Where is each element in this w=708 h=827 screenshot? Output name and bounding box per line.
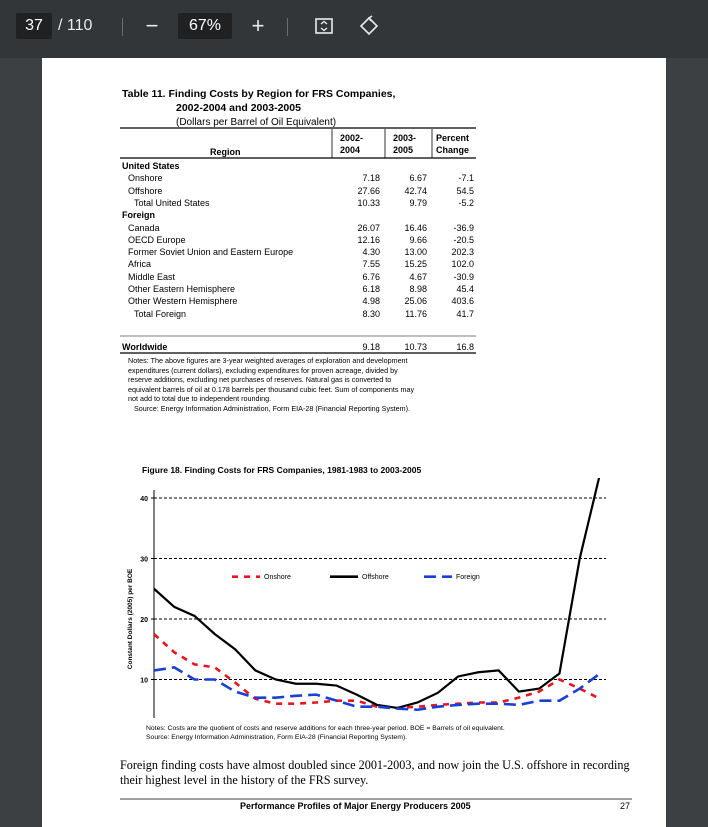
table-cell-a: 7.55: [362, 259, 380, 270]
footer-title: Performance Profiles of Major Energy Producers 2005: [240, 801, 471, 811]
table-cell-b: 42.74: [404, 185, 427, 196]
table-notes: Notes: The above figures are 3-year weighted averages of exploration and development expenditures (current dollars), excluding expenditures for proven acreage, divided by reserve additions, excluding net purchases of reserves. Natural gas is converted to equivalent barrels of oil at 0.178 barrels per thousand cubic feet. Sum of components may not add to total due to independent rounding. Source: Energy Information Administration, Form EIA-28 (Financial Reporting System).: [128, 356, 488, 414]
y-tick-label: 40: [140, 496, 148, 503]
table-cell-a: 6.76: [362, 271, 380, 282]
table-cell-c: -20.5: [453, 234, 474, 245]
table-cell-b: 9.66: [409, 234, 427, 245]
worldwide-percent-change: 16.8: [456, 342, 474, 352]
table-cell-a: 12.16: [357, 234, 380, 245]
viewer-margin-right: [666, 58, 708, 827]
finding-costs-chart: [42, 478, 666, 718]
worldwide-2002-2004: 9.18: [362, 342, 380, 352]
zoom-in-button[interactable]: +: [251, 13, 265, 38]
table-row-label: Former Soviet Union and Eastern Europe: [128, 247, 294, 258]
table-cell-c: -36.9: [453, 222, 474, 233]
figure-title: Figure 18. Finding Costs for FRS Companies, 1981-1983 to 2003-2005: [142, 465, 422, 475]
table-cell-b: 13.00: [404, 247, 427, 258]
table-cell-a: 8.30: [362, 308, 380, 319]
y-axis-label: Constant Dollars (2005) per BOE: [127, 568, 134, 670]
toolbar-divider: [287, 18, 288, 36]
table-row-label: Offshore: [128, 185, 163, 196]
table-cell-c: 202.3: [451, 247, 474, 258]
table-cell-c: 45.4: [456, 284, 474, 294]
page-number-input[interactable]: 37: [16, 13, 52, 39]
table-cell-a: 4.98: [362, 296, 380, 307]
table-cell-c: 102.0: [451, 259, 474, 270]
table-row-label: United States: [122, 161, 180, 171]
table-row-label: OECD Europe: [128, 234, 186, 245]
legend-label-foreign: Foreign: [456, 574, 480, 582]
fit-page-button[interactable]: [312, 13, 336, 39]
col-header-2003-2005: 2003- 2005: [393, 133, 417, 155]
table-cell-b: 4.67: [409, 271, 427, 282]
table-cell-a: 27.66: [357, 185, 380, 196]
table-title-years: 2002-2004 and 2003-2005: [176, 102, 301, 114]
footer-page-number: 27: [620, 801, 631, 811]
table-row-label: Other Western Hemisphere: [128, 296, 238, 307]
table-cell-b: 16.46: [404, 222, 427, 233]
pdf-page: [42, 58, 666, 827]
table-row-label: Canada: [128, 222, 160, 233]
table-row-label: Africa: [128, 259, 152, 270]
pdf-toolbar: [0, 0, 708, 58]
page-total-label: / 110: [58, 17, 93, 34]
table-cell-b: 15.25: [404, 259, 427, 270]
table-cell-a: 10.33: [357, 197, 380, 208]
series-line-onshore: [154, 634, 600, 708]
toolbar-divider: [122, 18, 123, 36]
table-cell-b: 25.06: [404, 296, 427, 307]
fit-page-icon: [314, 16, 334, 36]
rotate-button[interactable]: [357, 13, 381, 39]
legend-label-onshore: Onshore: [264, 574, 291, 582]
table-source: Source: Energy Information Administration, Form EIA-28 (Financial Reporting System).: [134, 403, 411, 413]
body-paragraph: Foreign finding costs have almost doubled since 2001-2003, and now join the U.S. offshore in recording their highest level in the history of the FRS survey.: [120, 758, 630, 787]
table-cell-b: 8.98: [409, 284, 427, 294]
col-header-region: Region: [210, 147, 241, 157]
table-row-label: Other Eastern Hemisphere: [128, 284, 236, 294]
table-cell-a: 26.07: [357, 222, 380, 233]
table-cell-a: 6.18: [362, 284, 380, 294]
rotate-icon: [358, 15, 380, 37]
table-cell-c: 41.7: [456, 308, 474, 319]
table-row-label: Total Foreign: [134, 308, 187, 319]
figure-source: Source: Energy Information Administration, Form EIA-28 (Financial Reporting System).: [146, 734, 408, 741]
zoom-out-button[interactable]: −: [145, 13, 159, 38]
worldwide-2003-2005: 10.73: [404, 342, 427, 352]
legend-label-offshore: Offshore: [362, 574, 389, 582]
figure-notes: Notes: Costs are the quotient of costs and reserve additions for each three-year period. BOE = Barrels of oil equivalent. Source: Energy Information Administration, Form EIA-28 (Financial Reporting System).: [146, 725, 505, 741]
table-cell-c: -5.2: [458, 197, 474, 208]
y-tick-label: 30: [140, 556, 148, 564]
table-cell-a: 4.30: [362, 247, 380, 258]
table-cell-c: 403.6: [451, 296, 474, 307]
table-row-label: Onshore: [128, 173, 163, 184]
table-cell-b: 11.76: [405, 308, 427, 319]
viewer-margin-left: [0, 58, 42, 827]
table-row-label: Middle East: [128, 271, 176, 282]
y-tick-label: 10: [140, 677, 148, 685]
col-header-2002-2004: 2002- 2004: [340, 133, 364, 155]
table-row-label: Foreign: [122, 210, 155, 221]
table-cell-c: -7.1: [458, 173, 474, 184]
table-title: Table 11. Finding Costs by Region for FRS Companies,: [122, 88, 396, 100]
table-cell-b: 6.67: [409, 173, 427, 184]
table-row-label: Total United States: [134, 197, 210, 208]
table-cell-a: 7.18: [362, 173, 380, 184]
table-cell-b: 9.79: [409, 197, 427, 208]
zoom-level-input[interactable]: 67%: [178, 13, 232, 39]
table-subtitle: (Dollars per Barrel of Oil Equivalent): [176, 117, 337, 128]
worldwide-label: Worldwide: [122, 342, 168, 352]
y-tick-label: 20: [140, 617, 148, 624]
series-line-offshore: [154, 478, 600, 708]
table-cell-c: -30.9: [453, 271, 474, 282]
col-header-percent-change: Percent Change: [436, 133, 470, 155]
table-cell-c: 54.5: [456, 185, 474, 196]
